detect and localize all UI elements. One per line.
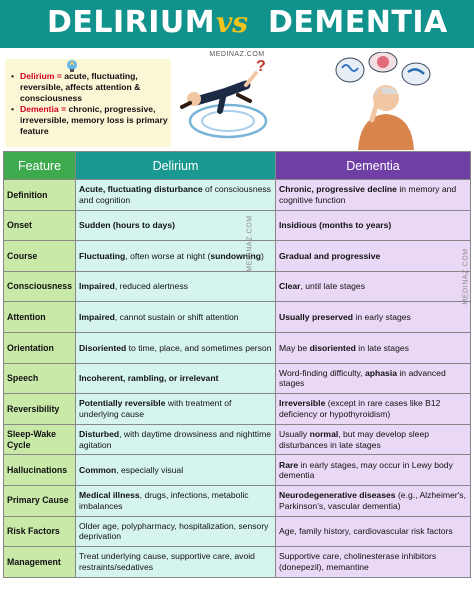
dementia-text-segment: Word-finding difficulty, (279, 367, 365, 378)
delirium-text-segment: Common (79, 464, 117, 475)
table-row (4, 424, 471, 455)
table-row (4, 394, 471, 425)
feature-cell: Risk Factors (4, 516, 76, 547)
table-row (4, 302, 471, 333)
header-dementia: Dementia (276, 152, 471, 180)
dementia-cell (276, 271, 471, 302)
dementia-text-segment: , until late stages (300, 281, 365, 292)
feature-cell: Primary Cause (4, 485, 76, 516)
dementia-cell (276, 363, 471, 394)
summary-separator: = (54, 71, 65, 81)
feature-cell: Onset (4, 210, 76, 241)
delirium-text-segment: Disoriented (79, 342, 127, 353)
dementia-text-segment: Chronic, progressive decline (279, 184, 397, 195)
dementia-cell (276, 332, 471, 363)
table-row (4, 516, 471, 547)
summary-term: Delirium (20, 71, 55, 81)
dementia-text-segment: Usually preserved (279, 311, 354, 322)
table-row (4, 241, 471, 272)
feature-cell: Reversibility (4, 394, 76, 425)
dementia-text-segment: Clear (279, 281, 301, 292)
delirium-text-segment: Incoherent, rambling, or irrelevant (79, 373, 219, 384)
delirium-text-segment: , cannot sustain or shift attention (114, 311, 239, 322)
delirium-text-segment: sundowning (210, 250, 261, 261)
dementia-text-segment: (except in rare cases like B12 deficiency or hypothyroidism) (279, 398, 441, 419)
delirium-cell (76, 394, 276, 425)
delirium-text-segment: Sudden (hours to days) (79, 220, 175, 231)
dementia-text-segment: in early stages, may occur in Lewy body dementia (279, 459, 453, 481)
table-row (4, 271, 471, 302)
dementia-cell (276, 485, 471, 516)
summary-item (11, 104, 169, 137)
dementia-cell (276, 394, 471, 425)
delirium-cell (76, 302, 276, 333)
delirium-text-segment: with treatment of underlying cause (79, 398, 232, 419)
dementia-text-segment: May be (279, 342, 310, 353)
delirium-cell (76, 455, 276, 486)
summary-description: acute, fluctuating, reversible, affects attention & consciousness (20, 71, 141, 103)
feature-cell: Consciousness (4, 271, 76, 302)
watermark-top: MEDINAZ.COM (209, 51, 265, 58)
delirium-text-segment: Older age, polypharmacy, hospitalization, sensory deprivation (79, 520, 269, 542)
title-delirium: DELIRIUM (47, 5, 216, 40)
delirium-text-segment: of consciousness and cognition (79, 184, 271, 205)
watermark-side-right: MEDINAZ.COM (462, 248, 470, 305)
watermark-side-middle: MEDINAZ.COM (246, 215, 254, 272)
table-row (4, 210, 471, 241)
header-feature: Feature (4, 152, 76, 180)
dementia-cell (276, 516, 471, 547)
feature-cell: Definition (4, 180, 76, 211)
dementia-text-segment: Irreversible (279, 398, 326, 409)
delirium-text-segment: , drugs, infections, metabolic imbalances (79, 490, 249, 511)
dementia-text-segment: disoriented (309, 342, 356, 353)
comparison-table (3, 151, 471, 578)
title-banner (0, 0, 474, 48)
dementia-cell (276, 241, 471, 272)
confused-elderly-man-illustration (328, 52, 438, 150)
table-header-row (4, 152, 471, 180)
feature-cell: Attention (4, 302, 76, 333)
dementia-cell (276, 424, 471, 455)
table-row (4, 485, 471, 516)
delirium-cell (76, 241, 276, 272)
summary-description: chronic, progressive, irreversible, memory loss is primary feature (20, 104, 168, 136)
delirium-cell (76, 363, 276, 394)
delirium-text-segment: , often worse at night ( (125, 250, 211, 261)
dementia-text-segment: in early stages (353, 311, 411, 322)
feature-cell: Course (4, 241, 76, 272)
delirium-text-segment: Treat underlying cause, supportive care, avoid restraints/sedatives (79, 551, 255, 572)
delirium-text-segment: Impaired (79, 281, 115, 292)
dementia-cell (276, 180, 471, 211)
delirium-text-segment: ) (260, 250, 264, 261)
summary-box (5, 59, 171, 147)
svg-text:?: ? (256, 58, 266, 75)
delirium-text-segment: Fluctuating (79, 250, 126, 261)
delirium-text-segment: Potentially reversible (79, 398, 166, 409)
table-row (4, 180, 471, 211)
title-dementia: DEMENTIA (268, 5, 448, 40)
dementia-text-segment: Insidious (months to years) (279, 220, 392, 231)
delirium-text-segment: , reduced alertness (114, 281, 188, 292)
feature-cell: Speech (4, 363, 76, 394)
vs-label: vs (216, 6, 249, 39)
dementia-cell (276, 302, 471, 333)
dementia-text-segment: Rare (279, 459, 299, 470)
dementia-text-segment: (e.g., Alzheimer's, Parkinson's, vascular dementia) (279, 490, 466, 511)
dementia-text-segment: Usually (279, 429, 310, 440)
delirium-text-segment: , with daytime drowsiness and nighttime agitation (79, 429, 272, 450)
delirium-cell (76, 485, 276, 516)
table-row (4, 332, 471, 363)
summary-list (11, 71, 169, 137)
table-body (4, 180, 471, 578)
header-delirium: Delirium (76, 152, 276, 180)
delirium-text-segment: Impaired (79, 311, 115, 322)
dementia-text-segment: in late stages (355, 342, 409, 353)
dementia-cell (276, 547, 471, 578)
delirium-cell (76, 424, 276, 455)
delirium-cell (76, 547, 276, 578)
delirium-text-segment: , especially visual (116, 464, 184, 475)
dementia-text-segment: normal (309, 429, 339, 440)
delirium-cell (76, 516, 276, 547)
dementia-text-segment: Supportive care, cholinesterase inhibitors (donepezil), memantine (279, 551, 437, 572)
delirium-cell (76, 271, 276, 302)
summary-separator: = (58, 104, 69, 114)
dementia-cell (276, 210, 471, 241)
dementia-cell (276, 455, 471, 486)
dementia-text-segment: Age, family history, cardiovascular risk factors (279, 526, 453, 537)
comparison-table-wrapper (3, 151, 470, 588)
dementia-text-segment: in memory and cognitive function (279, 184, 457, 205)
table-row (4, 547, 471, 578)
dementia-text-segment: aphasia (364, 367, 397, 378)
delirium-cell (76, 210, 276, 241)
dementia-text-segment: in advanced stages (279, 367, 446, 389)
dementia-text-segment: Gradual and progressive (279, 250, 381, 261)
table-row (4, 455, 471, 486)
summary-item (11, 71, 169, 104)
feature-cell: Management (4, 547, 76, 578)
delirium-cell (76, 332, 276, 363)
feature-cell: Orientation (4, 332, 76, 363)
dementia-text-segment: Neurodegenerative diseases (279, 490, 396, 501)
feature-cell: Sleep-Wake Cycle (4, 424, 76, 455)
summary-term: Dementia (20, 104, 59, 114)
dementia-text-segment: , but may develop sleep disturbances in late stages (279, 429, 430, 450)
delirium-text-segment: Medical illness (79, 490, 140, 501)
delirium-text-segment: Disturbed (79, 429, 120, 440)
delirium-text-segment: to time, place, and sometimes person (126, 342, 272, 353)
delirium-text-segment: Acute, fluctuating disturbance (79, 184, 203, 195)
falling-person-illustration (176, 55, 276, 147)
feature-cell: Hallucinations (4, 455, 76, 486)
table-row (4, 363, 471, 394)
delirium-cell (76, 180, 276, 211)
